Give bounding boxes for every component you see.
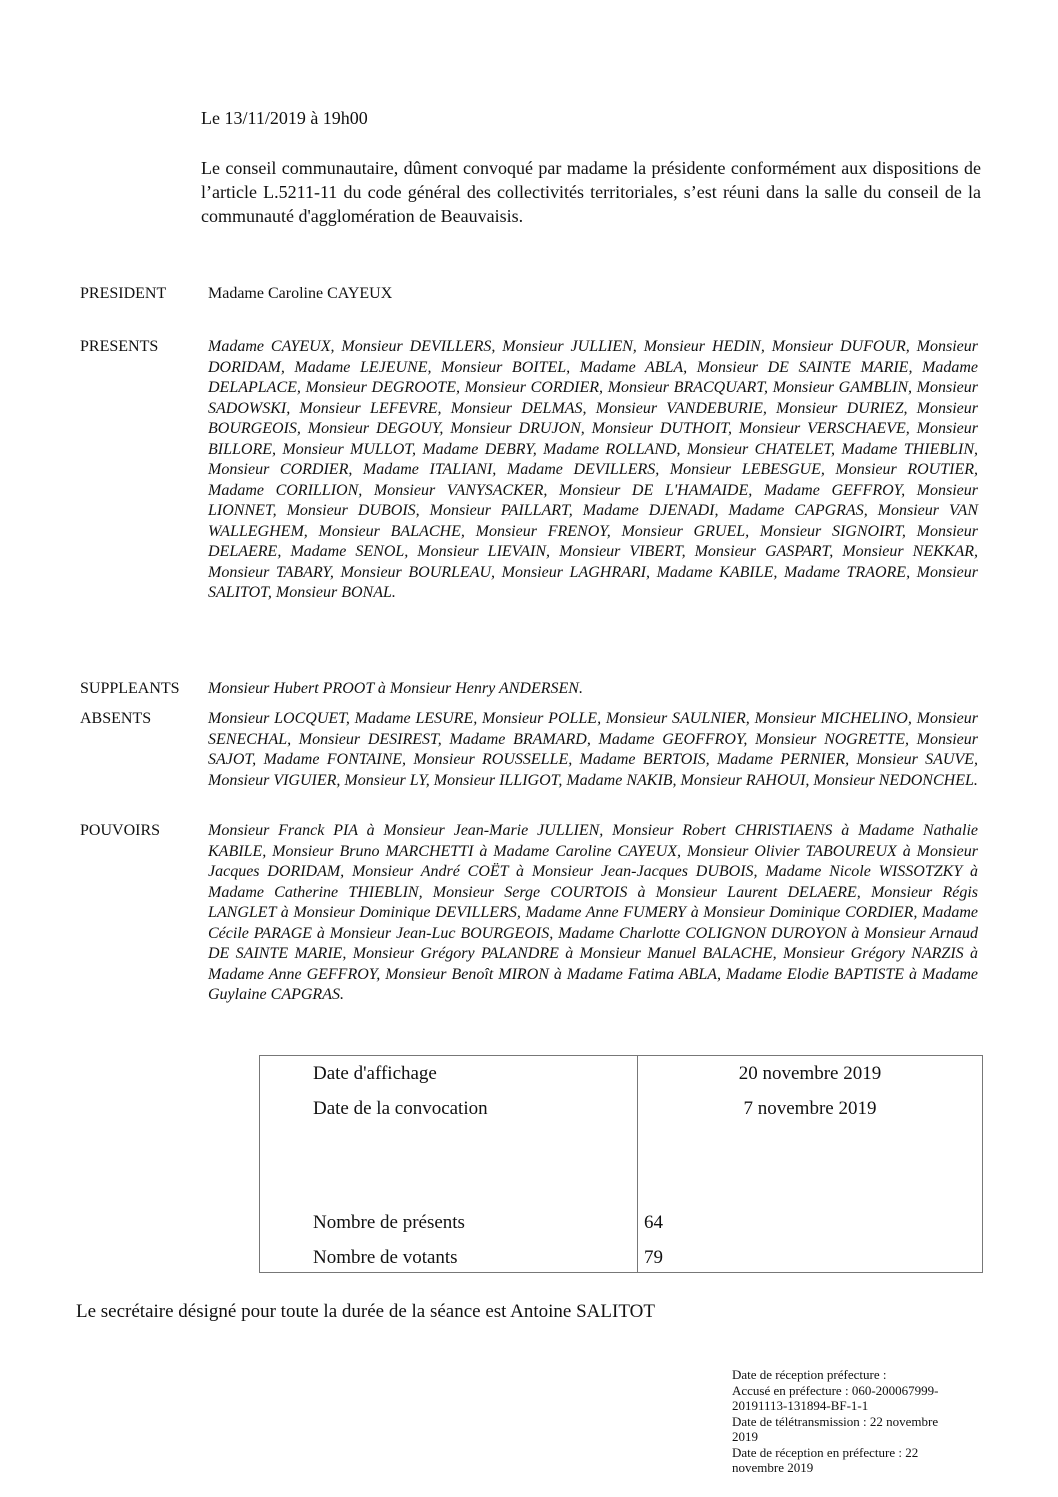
prefecture-stamp xyxy=(732,1367,962,1476)
convocation-label: Date de la convocation xyxy=(313,1098,488,1119)
affichage-label: Date d'affichage xyxy=(313,1063,437,1084)
president-value: Madame Caroline CAYEUX xyxy=(208,285,393,302)
convocation-value: 7 novembre 2019 xyxy=(743,1098,877,1119)
absents-list: Monsieur LOCQUET, Madame LESURE, Monsieur POLLE, Monsieur SAULNIER, Monsieur MICHELINO, Monsieur SENECHAL, Monsieur DESIREST, Madame BRAMARD, Madame GEOFFROY, Monsieur NOGRETTE, Monsieur SAJOT, Madame FONTAINE, Monsieur ROUSSELLE, Madame BERTOIS, Madame PERNIER, Monsieur SAUVE, Monsieur VIGUIER, Monsieur LY, Monsieur ILLIGOT, Madame NAKIB, Monsieur RAHOUI, Monsieur NEDONCHEL. xyxy=(208,710,978,789)
presents-count-label: Nombre de présents xyxy=(313,1212,465,1233)
stamp-accuse: Accusé en préfecture : 060-200067999-20191113-131894-BF-1-1 xyxy=(732,1382,939,1413)
stamp-reception-date: Date de réception en préfecture : 22 novembre 2019 xyxy=(732,1444,919,1475)
suppleants-section xyxy=(80,679,978,700)
absents-section xyxy=(80,709,978,791)
table-divider xyxy=(637,1056,638,1272)
secretary-statement: Le secrétaire désigné pour toute la durée de la séance est Antoine SALITOT xyxy=(76,1301,655,1322)
affichage-value: 20 novembre 2019 xyxy=(738,1063,882,1084)
president-label: PRESIDENT xyxy=(80,285,167,302)
meeting-date: Le 13/11/2019 à 19h00 xyxy=(201,108,368,128)
pouvoirs-list: Monsieur Franck PIA à Monsieur Jean-Marie JULLIEN, Monsieur Robert CHRISTIAENS à Madame Nathalie KABILE, Monsieur Bruno MARCHETTI à Madame Caroline CAYEUX, Monsieur Olivier TABOUREUX à Monsieur Jacques DORIDAM, Monsieur André COËT à Monsieur Jean-Jacques DUBOIS, Madame Nicole WISSOTZKY à Madame Catherine THIEBLIN, Monsieur Serge COURTOIS à Monsieur Laurent DELAERE, Monsieur Régis LANGLET à Monsieur Dominique DEVILLERS, Madame Anne FUMERY à Monsieur Dominique CORDIER, Madame Cécile PARAGE à Monsieur Jean-Luc BOURGEOIS, Madame Charlotte COLIGNON DUROYON à Monsieur Arnaud DE SAINTE MARIE, Monsieur Grégory PALANDRE à Monsieur Manuel BALACHE, Monsieur Grégory NARZIS à Madame Anne GEFFROY, Monsieur Benoît MIRON à Madame Fatima ABLA, Madame Elodie BAPTISTE à Madame Guylaine CAPGRAS. xyxy=(208,822,978,1003)
pouvoirs-section xyxy=(80,821,978,1006)
presents-label: PRESENTS xyxy=(80,338,159,355)
suppleants-list: Monsieur Hubert PROOT à Monsieur Henry ANDERSEN. xyxy=(208,680,583,697)
presents-section xyxy=(80,337,978,604)
presents-list: Madame CAYEUX, Monsieur DEVILLERS, Monsieur JULLIEN, Monsieur HEDIN, Monsieur DUFOUR, Monsieur DORIDAM, Madame LEJEUNE, Monsieur BOITEL, Madame ABLA, Monsieur DE SAINTE MARIE, Madame DELAPLACE, Monsieur DEGROOTE, Monsieur CORDIER, Monsieur BRACQUART, Monsieur GAMBLIN, Monsieur SADOWSKI, Monsieur LEFEVRE, Monsieur DELMAS, Monsieur VANDEBURIE, Monsieur DURIEZ, Monsieur BOURGEOIS, Monsieur DEGOUY, Monsieur DRUJON, Monsieur DUTHOIT, Monsieur VERSCHAEVE, Monsieur BILLORE, Monsieur MULLOT, Madame DEBRY, Madame ROLLAND, Monsieur CHATELET, Madame THIEBLIN, Monsieur CORDIER, Madame ITALIANI, Madame DEVILLERS, Monsieur LEBESGUE, Monsieur ROUTIER, Madame CORILLION, Monsieur VANYSACKER, Monsieur DE L'HAMAIDE, Madame GEFFROY, Monsieur LIONNET, Monsieur DUBOIS, Monsieur PAILLART, Madame DJENADI, Madame CAPGRAS, Monsieur VAN WALLEGHEM, Monsieur BALACHE, Monsieur FRENOY, Monsieur GRUEL, Monsieur SIGNOIRT, Monsieur DELAERE, Madame SENOL, Monsieur LIEVAIN, Monsieur VIBERT, Monsieur GASPART, Monsieur NEKKAR, Monsieur TABARY, Monsieur BOURLEAU, Monsieur LAGHRARI, Madame KABILE, Madame TRAORE, Monsieur SALITOT, Monsieur BONAL. xyxy=(208,338,978,601)
meeting-info-table xyxy=(259,1055,983,1273)
votants-count-label: Nombre de votants xyxy=(313,1247,458,1268)
stamp-teletransmission: Date de télétransmission : 22 novembre 2019 xyxy=(732,1413,939,1444)
stamp-reception: Date de réception préfecture : xyxy=(732,1367,887,1382)
pouvoirs-label: POUVOIRS xyxy=(80,822,161,839)
absents-label: ABSENTS xyxy=(80,710,152,727)
suppleants-label: SUPPLEANTS xyxy=(80,680,180,697)
president-section xyxy=(80,284,978,305)
intro-paragraph: Le conseil communautaire, dûment convoqué par madame la présidente conformément aux dispositions de l’article L.5211-11 du code général des collectivités territoriales, s’est réuni dans la salle du conseil de la communauté d'agglomération de Beauvaisis. xyxy=(201,158,981,226)
presents-count-value: 64 xyxy=(644,1212,663,1233)
votants-count-value: 79 xyxy=(644,1247,663,1268)
